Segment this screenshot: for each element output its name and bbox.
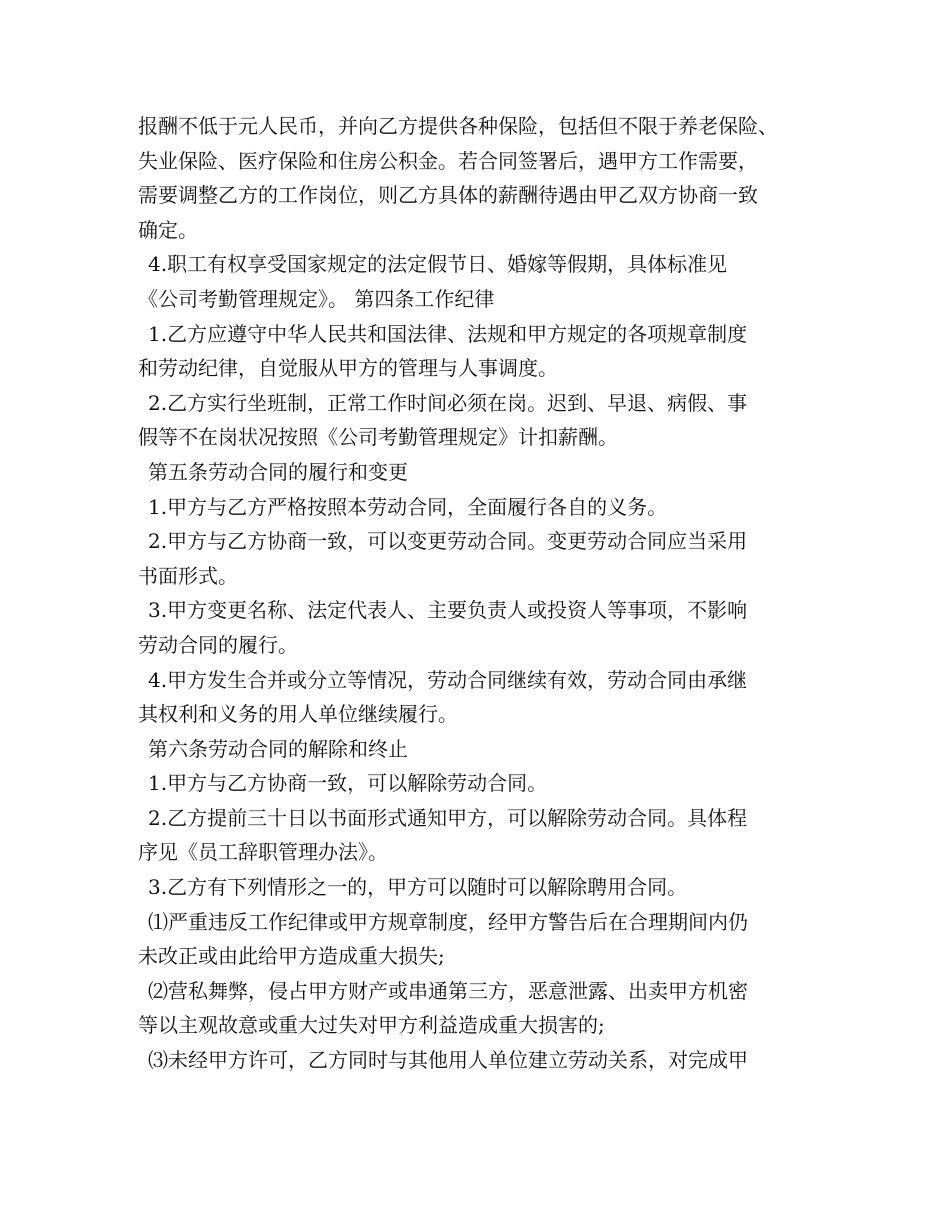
section-heading: 第六条劳动合同的解除和终止 [148,736,408,761]
paragraph-line: 4.职工有权享受国家规定的法定假节日、婚嫁等假期，具体标准见 [148,252,728,277]
paragraph-line: 4.甲方发生合并或分立等情况，劳动合同继续有效，劳动合同由承继 [148,667,748,692]
paragraph-line: 2.乙方实行坐班制，正常工作时间必须在岗。迟到、早退、病假、事 [148,390,748,415]
paragraph-line: 报酬不低于元人民币，并向乙方提供各种保险，包括但不限于养老保险、 [138,114,778,138]
paragraph-line: ⑶未经甲方许可，乙方同时与其他用人单位建立劳动关系，对完成甲 [148,1048,748,1073]
paragraph-line: 3.甲方变更名称、法定代表人、主要负责人或投资人等事项，不影响 [148,598,748,623]
paragraph-line: 1.甲方与乙方协商一致，可以解除劳动合同。 [148,771,548,796]
paragraph-line: ⑵营私舞弊，侵占甲方财产或串通第三方，恶意泄露、出卖甲方机密 [148,978,748,1003]
paragraph-line: 《公司考勤管理规定》。 第四条工作纪律 [138,286,495,311]
section-heading: 第五条劳动合同的履行和变更 [148,459,408,484]
paragraph-line: 劳动合同的履行。 [138,632,298,657]
paragraph-line: 3.乙方有下列情形之一的，甲方可以随时可以解除聘用合同。 [148,875,688,900]
paragraph-line: 1.乙方应遵守中华人民共和国法律、法规和甲方规定的各项规章制度 [148,321,748,346]
paragraph-line: 书面形式。 [138,563,238,588]
paragraph-line: ⑴严重违反工作纪律或甲方规章制度，经甲方警告后在合理期间内仍 [148,909,748,934]
paragraph-line: 假等不在岗状况按照《公司考勤管理规定》计扣薪酬。 [138,425,618,450]
paragraph-line: 等以主观故意或重大过失对甲方利益造成重大损害的; [138,1013,605,1038]
paragraph-line: 序见《员工辞职管理办法》。 [138,840,388,865]
paragraph-line: 确定。 [138,217,198,242]
document-body [138,109,828,1078]
paragraph-line: 未改正或由此给甲方造成重大损失; [138,944,445,969]
paragraph-line: 需要调整乙方的工作岗位，则乙方具体的薪酬待遇由甲乙双方协商一致 [138,183,758,208]
paragraph-line: 1.甲方与乙方严格按照本劳动合同，全面履行各自的义务。 [148,494,668,519]
paragraph-line: 2.甲方与乙方协商一致，可以变更劳动合同。变更劳动合同应当采用 [148,529,748,554]
paragraph-line: 失业保险、医疗保险和住房公积金。若合同签署后，遇甲方工作需要， [138,148,758,173]
paragraph-line: 和劳动纪律，自觉服从甲方的管理与人事调度。 [138,356,558,381]
paragraph-line: 2.乙方提前三十日以书面形式通知甲方，可以解除劳动合同。具体程 [148,805,748,830]
paragraph-line: 其权利和义务的用人单位继续履行。 [138,702,458,727]
